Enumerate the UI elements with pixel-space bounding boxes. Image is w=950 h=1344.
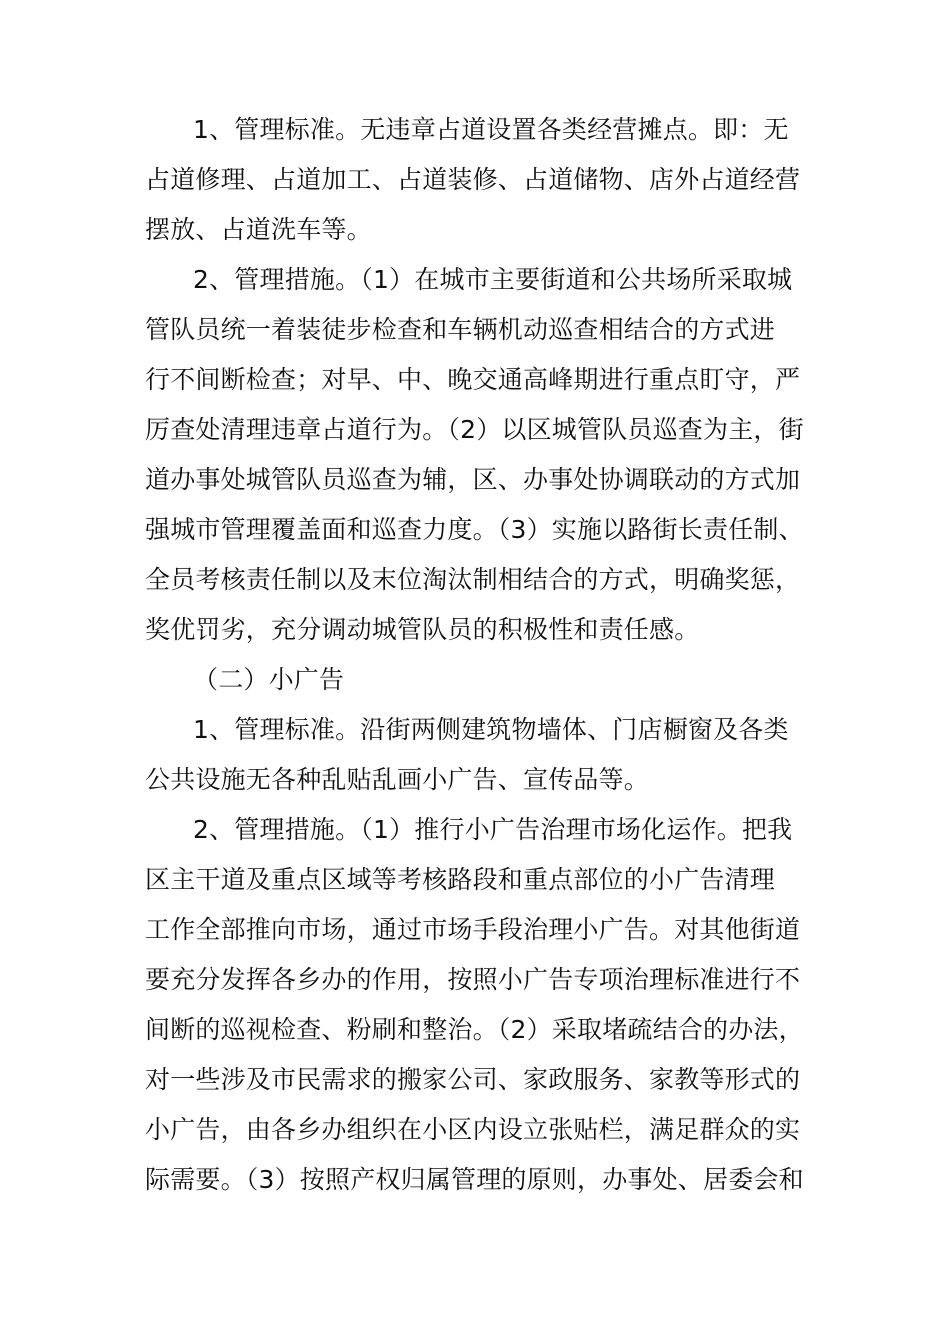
section-heading: （二）小广告 xyxy=(193,665,345,694)
paragraph-line: 2、管理措施。（1）推行小广告治理市场化运作。把我 xyxy=(193,815,793,844)
paragraph-line: 区主干道及重点区域等考核路段和重点部位的小广告清理 xyxy=(145,865,776,894)
paragraph-line: 际需要。（3）按照产权归属管理的原则，办事处、居委会和 xyxy=(145,1165,804,1194)
paragraph-line: 对一些涉及市民需求的搬家公司、家政服务、家教等形式的 xyxy=(145,1065,801,1094)
paragraph-line: 厉查处清理违章占道行为。（2）以区城管队员巡查为主，街 xyxy=(145,415,804,444)
paragraph-line: 奖优罚劣，充分调动城管队员的积极性和责任感。 xyxy=(145,615,700,644)
paragraph-line: 全员考核责任制以及末位淘汰制相结合的方式，明确奖惩， xyxy=(145,565,801,594)
paragraph-line: 要充分发挥各乡办的作用，按照小广告专项治理标准进行不 xyxy=(145,965,801,994)
paragraph-line: 公共设施无各种乱贴乱画小广告、宣传品等。 xyxy=(145,765,650,794)
paragraph-line: 摆放、占道洗车等。 xyxy=(145,215,372,244)
paragraph-line: 1、管理标准。沿街两侧建筑物墙体、门店橱窗及各类 xyxy=(193,715,789,744)
paragraph-line: 工作全部推向市场，通过市场手段治理小广告。对其他街道 xyxy=(145,915,801,944)
paragraph-line: 道办事处城管队员巡查为辅，区、办事处协调联动的方式加 xyxy=(145,465,801,494)
paragraph-line: 1、管理标准。无违章占道设置各类经营摊点。即：无 xyxy=(193,115,789,144)
paragraph-line: 间断的巡视检查、粉刷和整治。（2）采取堵疏结合的办法， xyxy=(145,1015,804,1044)
paragraph-line: 小广告，由各乡办组织在小区内设立张贴栏，满足群众的实 xyxy=(145,1115,801,1144)
paragraph-line: 占道修理、占道加工、占道装修、占道储物、店外占道经营 xyxy=(145,165,801,194)
paragraph-line: 2、管理措施。（1）在城市主要街道和公共场所采取城 xyxy=(193,265,793,294)
paragraph-line: 管队员统一着装徒步检查和车辆机动巡查相结合的方式进 xyxy=(145,315,776,344)
paragraph-line: 行不间断检查；对早、中、晚交通高峰期进行重点盯守，严 xyxy=(145,365,801,394)
paragraph-line: 强城市管理覆盖面和巡查力度。（3）实施以路街长责任制、 xyxy=(145,515,804,544)
